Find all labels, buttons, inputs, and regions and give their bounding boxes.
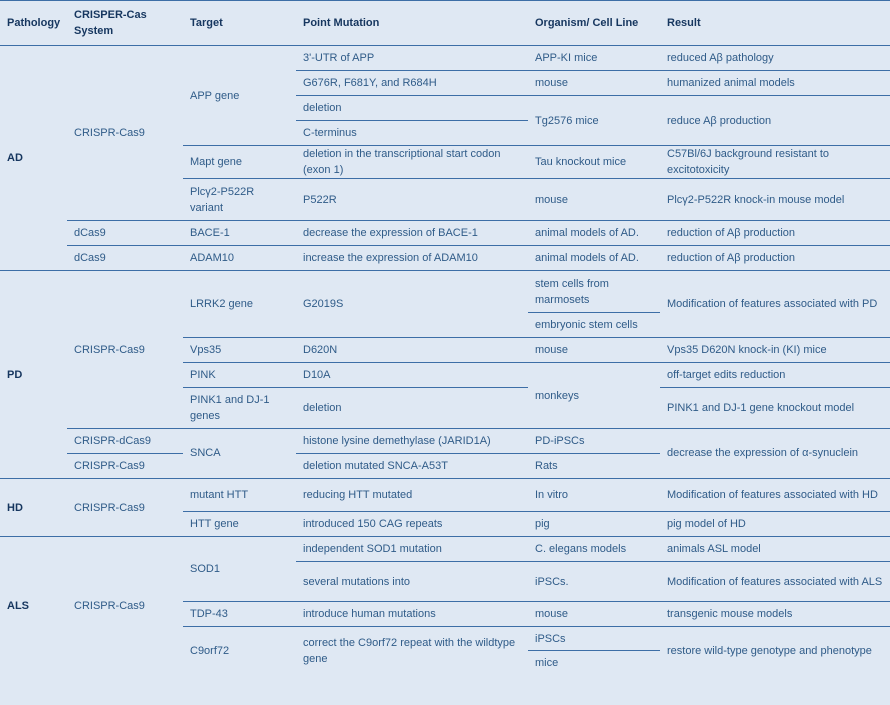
header-result: Result xyxy=(667,17,701,29)
system-cell: CRISPR-dCas9 xyxy=(67,429,183,454)
organism-cell: PD-iPSCs xyxy=(528,429,660,454)
target-cell: PINK xyxy=(183,363,296,388)
header-row xyxy=(0,1,890,46)
table-row xyxy=(0,537,890,562)
organism-cell: stem cells from marmosets xyxy=(528,271,660,313)
system-cell: CRISPR-Cas9 xyxy=(67,271,183,429)
mutation-cell: G2019S xyxy=(296,271,528,338)
organism-cell: mouse xyxy=(528,602,660,627)
target-cell: LRRK2 gene xyxy=(183,271,296,338)
header-mutation: Point Mutation xyxy=(303,17,380,29)
result-cell: transgenic mouse models xyxy=(660,602,890,627)
target-cell: SNCA xyxy=(183,429,296,479)
result-cell: animals ASL model xyxy=(660,537,890,562)
mutation-cell: correct the C9orf72 repeat with the wildtype gene xyxy=(303,636,516,665)
result-cell: humanized animal models xyxy=(660,71,890,96)
result-cell: Vps35 D620N knock-in (KI) mice xyxy=(660,338,890,363)
organism-cell: Tau knockout mice xyxy=(528,146,660,179)
result-cell: reduced Aβ pathology xyxy=(660,46,890,71)
result-cell: off-target edits reduction xyxy=(660,363,890,388)
organism-cell: animal models of AD. xyxy=(528,221,660,246)
table-row xyxy=(0,271,890,313)
organism-cell: iPSCs xyxy=(528,627,660,651)
mutation-cell: deletion mutated SNCA-A53T xyxy=(296,454,528,479)
organism-cell: Tg2576 mice xyxy=(528,96,660,146)
mutation-cell: D620N xyxy=(296,338,528,363)
result-cell: pig model of HD xyxy=(660,512,890,537)
target-cell: mutant HTT xyxy=(183,479,296,512)
target-cell: Plcγ2-P522R variant xyxy=(183,179,296,221)
mutation-cell: several mutations into xyxy=(296,562,528,602)
organism-cell: Rats xyxy=(528,454,660,479)
target-cell: HTT gene xyxy=(183,512,296,537)
mutation-cell: increase the expression of ADAM10 xyxy=(296,246,528,271)
target-cell: C9orf72 xyxy=(190,644,230,657)
result-cell: Modification of features associated with HD xyxy=(660,479,890,512)
mutation-cell: 3'-UTR of APP xyxy=(296,46,528,71)
system-cell: dCas9 xyxy=(67,221,183,246)
table-row xyxy=(0,479,890,512)
pathology-als: ALS xyxy=(7,599,29,612)
target-cell: ADAM10 xyxy=(183,246,296,271)
mutation-cell: independent SOD1 mutation xyxy=(296,537,528,562)
result-cell: Modification of features associated with ALS xyxy=(660,562,890,602)
result-cell: Plcγ2-P522R knock-in mouse model xyxy=(660,179,890,221)
mutation-cell: G676R, F681Y, and R684H xyxy=(296,71,528,96)
organism-cell: APP-KI mice xyxy=(528,46,660,71)
mutation-cell: deletion xyxy=(296,96,528,121)
result-cell: restore wild-type genotype and phenotype xyxy=(667,644,872,657)
table-row xyxy=(0,429,890,454)
result-cell: PINK1 and DJ-1 gene knockout model xyxy=(660,388,890,429)
mutation-cell: introduce human mutations xyxy=(296,602,528,627)
target-cell: Mapt gene xyxy=(183,146,296,179)
pathology-pd: PD xyxy=(0,271,67,479)
system-cell: CRISPR-Cas9 xyxy=(67,454,183,479)
crispr-table-pd xyxy=(0,271,890,675)
result-cell: reduction of Aβ production xyxy=(660,246,890,271)
organism-cell: In vitro xyxy=(528,479,660,512)
target-cell: Vps35 xyxy=(183,338,296,363)
system-cell: CRISPR-Cas9 xyxy=(74,599,145,612)
target-cell: PINK1 and DJ-1 genes xyxy=(183,388,296,429)
table-row xyxy=(0,221,890,246)
result-cell: reduction of Aβ production xyxy=(660,221,890,246)
mutation-cell: C-terminus xyxy=(296,121,528,146)
mutation-cell: deletion xyxy=(296,388,528,429)
result-cell: Modification of features associated with PD xyxy=(660,271,890,338)
organism-cell: mouse xyxy=(528,71,660,96)
crispr-table xyxy=(0,0,890,271)
pathology-ad: AD xyxy=(0,46,67,271)
table-row xyxy=(0,46,890,71)
organism-cell: embryonic stem cells xyxy=(528,313,660,338)
mutation-cell: P522R xyxy=(296,179,528,221)
mutation-cell: histone lysine demethylase (JARID1A) xyxy=(296,429,528,454)
organism-cell: C. elegans models xyxy=(528,537,660,562)
organism-cell: mouse xyxy=(528,338,660,363)
organism-cell: monkeys xyxy=(528,363,660,429)
target-cell: TDP-43 xyxy=(183,602,296,627)
target-cell: SOD1 xyxy=(183,537,296,602)
result-cell: decrease the expression of α-synuclein xyxy=(660,429,890,479)
system-cell: dCas9 xyxy=(67,246,183,271)
organism-cell: animal models of AD. xyxy=(528,246,660,271)
result-cell: reduce Aβ production xyxy=(660,96,890,146)
system-cell: CRISPR-Cas9 xyxy=(67,46,183,221)
result-cell: C57Bl/6J background resistant to excitotoxicity xyxy=(660,146,890,179)
mutation-cell: reducing HTT mutated xyxy=(296,479,528,512)
table-row xyxy=(0,246,890,271)
organism-cell: mouse xyxy=(528,179,660,221)
mutation-cell: introduced 150 CAG repeats xyxy=(296,512,528,537)
organism-cell: pig xyxy=(528,512,660,537)
header-organism: Organism/ Cell Line xyxy=(535,17,639,29)
target-cell: BACE-1 xyxy=(183,221,296,246)
header-pathology: Pathology xyxy=(7,17,61,29)
header-target: Target xyxy=(190,17,223,29)
target-cell: APP gene xyxy=(183,46,296,146)
organism-cell: mice xyxy=(535,656,559,669)
mutation-cell: D10A xyxy=(296,363,528,388)
header-system: CRISPER-Cas System xyxy=(74,9,147,37)
mutation-cell: deletion in the transcriptional start codon (exon 1) xyxy=(296,146,528,179)
organism-cell: iPSCs. xyxy=(528,562,660,602)
mutation-cell: decrease the expression of BACE-1 xyxy=(296,221,528,246)
pathology-hd: HD xyxy=(0,479,67,537)
system-cell: CRISPR-Cas9 xyxy=(67,479,183,537)
